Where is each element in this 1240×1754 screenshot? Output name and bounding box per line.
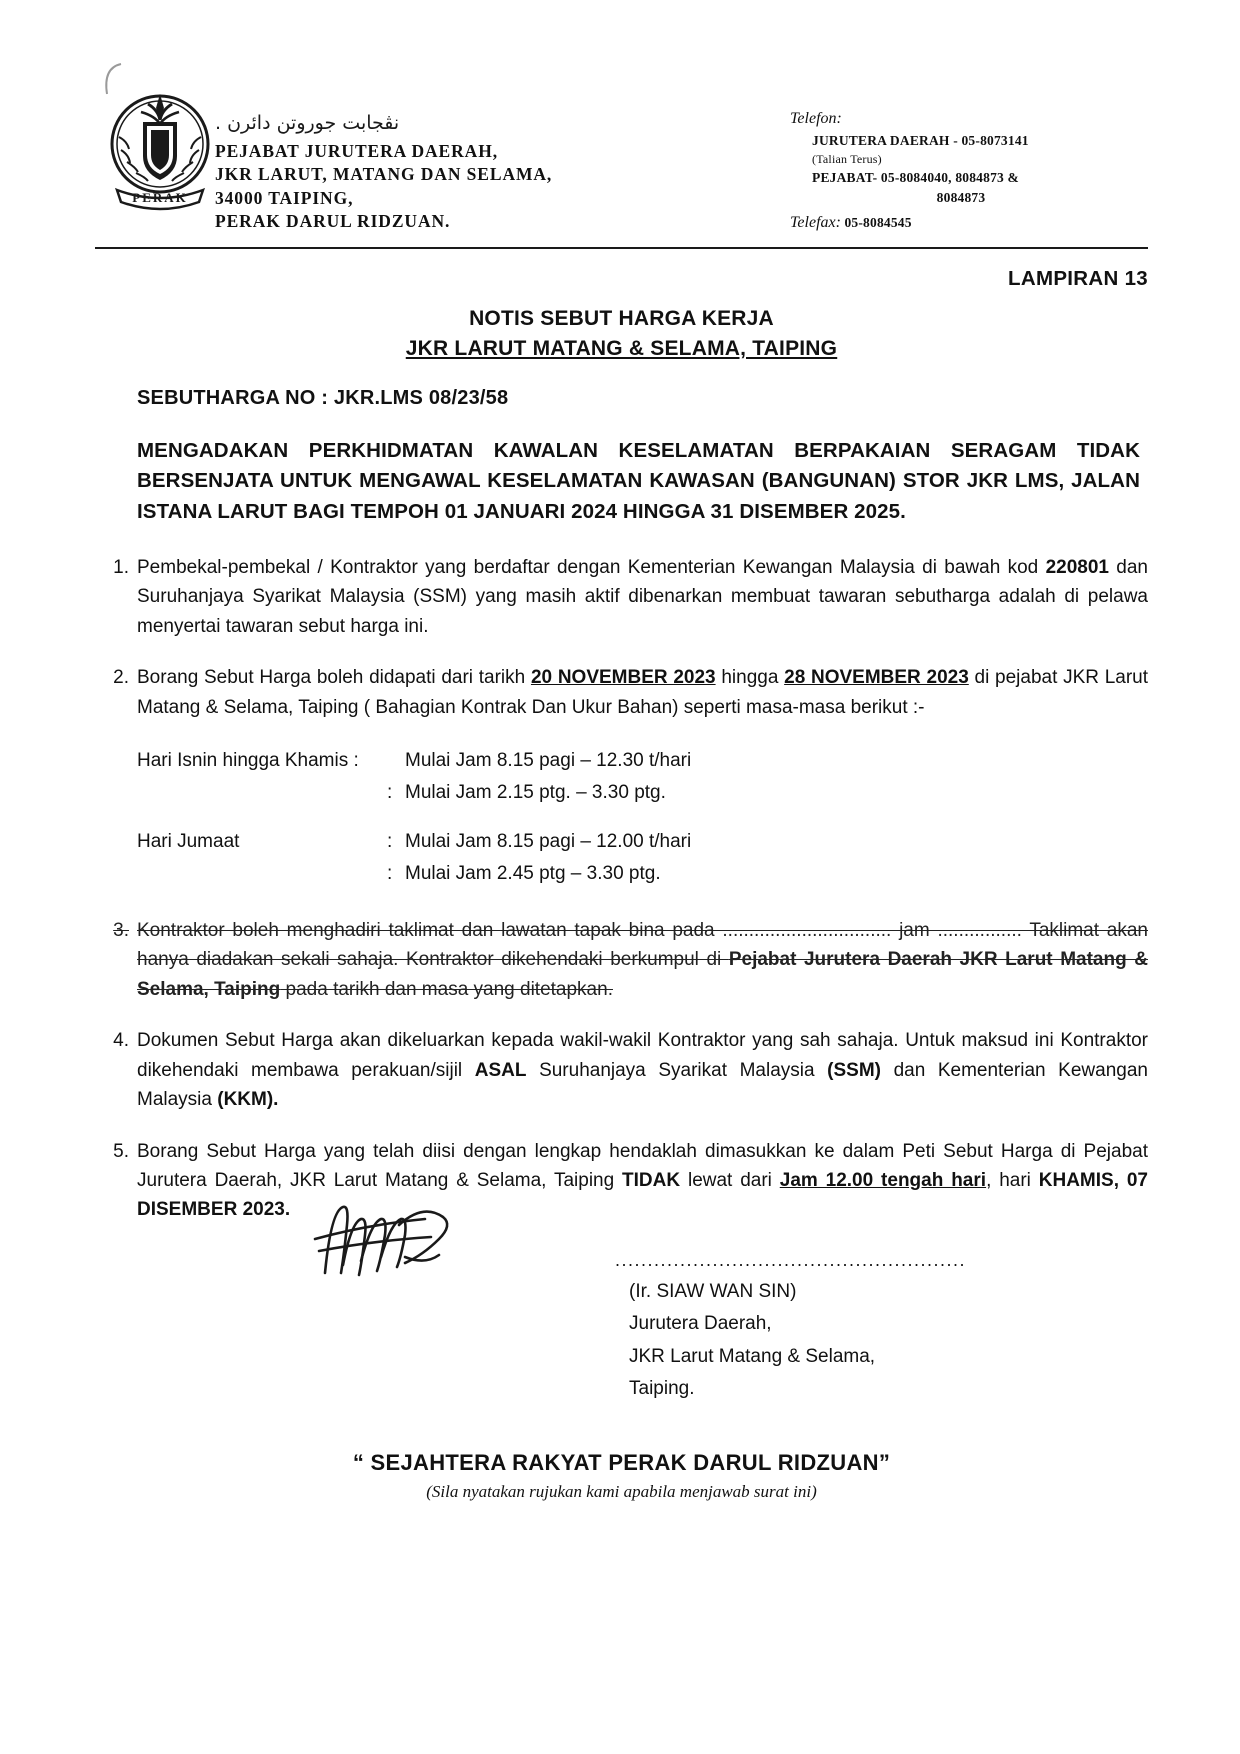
office-hours-table bbox=[95, 746, 1148, 890]
clause-number: 2. bbox=[113, 667, 129, 689]
hours-row bbox=[137, 827, 691, 858]
clause-number: 4. bbox=[113, 1030, 129, 1052]
lampiran-label: LAMPIRAN 13 bbox=[1008, 267, 1148, 291]
telefon-label: Telefon: bbox=[790, 110, 842, 127]
hours-colon: : bbox=[387, 781, 393, 803]
clause-item-4 bbox=[95, 1026, 1148, 1114]
signatory-position: Jurutera Daerah, bbox=[629, 1313, 772, 1335]
clause-number: 5. bbox=[113, 1140, 129, 1162]
office-line-3: 34000 TAIPING, bbox=[215, 187, 354, 208]
stray-mark-icon bbox=[99, 60, 139, 100]
letterhead bbox=[0, 0, 1240, 233]
hours-spacer bbox=[137, 809, 691, 827]
signatory-place: Taiping. bbox=[629, 1378, 695, 1400]
tel-line-2: (Talian Terus) bbox=[812, 151, 882, 166]
clause-item-5 bbox=[95, 1137, 1148, 1225]
hours-time: Mulai Jam 8.15 pagi – 12.30 t/hari bbox=[405, 750, 692, 772]
hours-row bbox=[137, 778, 691, 809]
svg-text:PERAK: PERAK bbox=[132, 190, 188, 205]
clause-number: 1. bbox=[113, 557, 129, 579]
tel-line-4: 8084873 bbox=[936, 189, 986, 205]
clause-text: Borang Sebut Harga yang telah diisi dengan lengkap hendaklah dimasukkan ke dalam Peti Sebut Harga di Pejabat Jurutera Daerah, JKR Larut Matang & Selama, Taiping TIDAK lewat dari Jam 12.00 tengah hari, hari KHAMIS, 07 DISEMBER 2023. bbox=[137, 1140, 1148, 1221]
hours-row bbox=[137, 746, 691, 777]
hours-colon: : bbox=[387, 831, 393, 853]
tel-line-3: PEJABAT- 05-8084040, 8084873 & bbox=[812, 169, 1020, 185]
clause-list-continued bbox=[95, 916, 1148, 1225]
office-line-4: PERAK DARUL RIDZUAN. bbox=[215, 210, 451, 231]
quotation-number: SEBUTHARGA NO : JKR.LMS 08/23/58 bbox=[137, 387, 509, 410]
contact-block bbox=[790, 60, 1150, 232]
clause-text: Kontraktor boleh menghadiri taklimat dan lawatan tapak bina pada ................................ jam ................ Taklimat akan hanya diadakan sekali sahaja. Kontraktor dikehendaki berkumpul di Pejabat Jurutera Daerah JKR Larut Matang & Selama, Taiping pada tarikh dan masa yang ditetapkan. bbox=[137, 919, 1148, 1000]
office-address-block bbox=[215, 60, 790, 233]
office-line-2: JKR LARUT, MATANG DAN SELAMA, bbox=[215, 164, 553, 185]
notice-title-line-2: JKR LARUT MATANG & SELAMA, TAIPING bbox=[405, 337, 838, 361]
hours-day bbox=[137, 778, 387, 809]
clause-item-2 bbox=[95, 663, 1148, 722]
clause-item-1 bbox=[95, 553, 1148, 641]
notice-title-line-1: NOTIS SEBUT HARGA KERJA bbox=[469, 307, 774, 331]
tel-line-1: JURUTERA DAERAH - 05-8073141 bbox=[812, 133, 1029, 148]
perak-state-crest-icon bbox=[103, 82, 218, 217]
hours-day: Hari Jumaat bbox=[137, 831, 240, 853]
document-body bbox=[0, 249, 1240, 1502]
hours-time: Mulai Jam 2.45 ptg – 3.30 ptg. bbox=[405, 862, 661, 884]
jawi-office-name: نڤجابت جوروتن دائرن . bbox=[215, 112, 400, 134]
telefaks-label: Telefax: bbox=[790, 214, 841, 232]
clause-text: Dokumen Sebut Harga akan dikeluarkan kepada wakil-wakil Kontraktor yang sah sahaja. Untuk maksud ini Kontraktor dikehendaki membawa perakuan/sijil ASAL Suruhanjaya Syarikat Malaysia (SSM) dan Kementerian Kewangan Malaysia (KKM). bbox=[137, 1030, 1148, 1111]
clause-item-3-struck bbox=[95, 916, 1148, 1004]
hours-colon bbox=[387, 746, 405, 777]
signatory-office: JKR Larut Matang & Selama, bbox=[629, 1345, 876, 1367]
signature-line: ...................................................... bbox=[615, 1249, 967, 1270]
hours-day bbox=[137, 859, 387, 890]
clause-number: 3. bbox=[113, 919, 129, 941]
hours-time: Mulai Jam 8.15 pagi – 12.00 t/hari bbox=[405, 831, 692, 853]
office-line-1: PEJABAT JURUTERA DAERAH, bbox=[215, 141, 498, 161]
hours-colon: : bbox=[387, 862, 393, 884]
state-motto: “ SEJAHTERA RAKYAT PERAK DARUL RIDZUAN” bbox=[352, 1449, 891, 1475]
clause-text: Pembekal-pembekal / Kontraktor yang berdaftar dengan Kementerian Kewangan Malaysia di bawah kod 220801 dan Suruhanjaya Syarikat Malaysia (SSM) yang masih aktif dibenarkan membuat tawaran sebutharga adalah di pelawa menyertai tawaran sebut harga ini. bbox=[137, 557, 1148, 637]
hours-row bbox=[137, 859, 691, 890]
clause-text: Borang Sebut Harga boleh didapati dari tarikh 20 NOVEMBER 2023 hingga 28 NOVEMBER 2023 di pejabat JKR Larut Matang & Selama, Taiping ( Bahagian Kontrak Dan Ukur Bahan) seperti masa-masa berikut :- bbox=[137, 667, 1149, 718]
signatory-name: (Ir. SIAW WAN SIN) bbox=[629, 1280, 797, 1302]
crest-container bbox=[95, 60, 215, 230]
clause-list bbox=[95, 553, 1148, 722]
signature-block bbox=[95, 1247, 1148, 1404]
quotation-subject: MENGADAKAN PERKHIDMATAN KAWALAN KESELAMATAN BERPAKAIAN SERAGAM TIDAK BERSENJATA UNTUK MENGAWAL KESELAMATAN KAWASAN (BANGUNAN) STOR JKR LMS, JALAN ISTANA LARUT BAGI TEMPOH 01 JANUARI 2024 HINGGA 31 DISEMBER 2025. bbox=[137, 439, 1140, 523]
hours-time: Mulai Jam 2.15 ptg. – 3.30 ptg. bbox=[405, 781, 666, 803]
hours-day: Hari Isnin hingga Khamis : bbox=[137, 750, 359, 772]
reference-note: (Sila nyatakan rujukan kami apabila menjawab surat ini) bbox=[426, 1481, 817, 1501]
telefaks-value: 05-8084545 bbox=[844, 215, 912, 231]
